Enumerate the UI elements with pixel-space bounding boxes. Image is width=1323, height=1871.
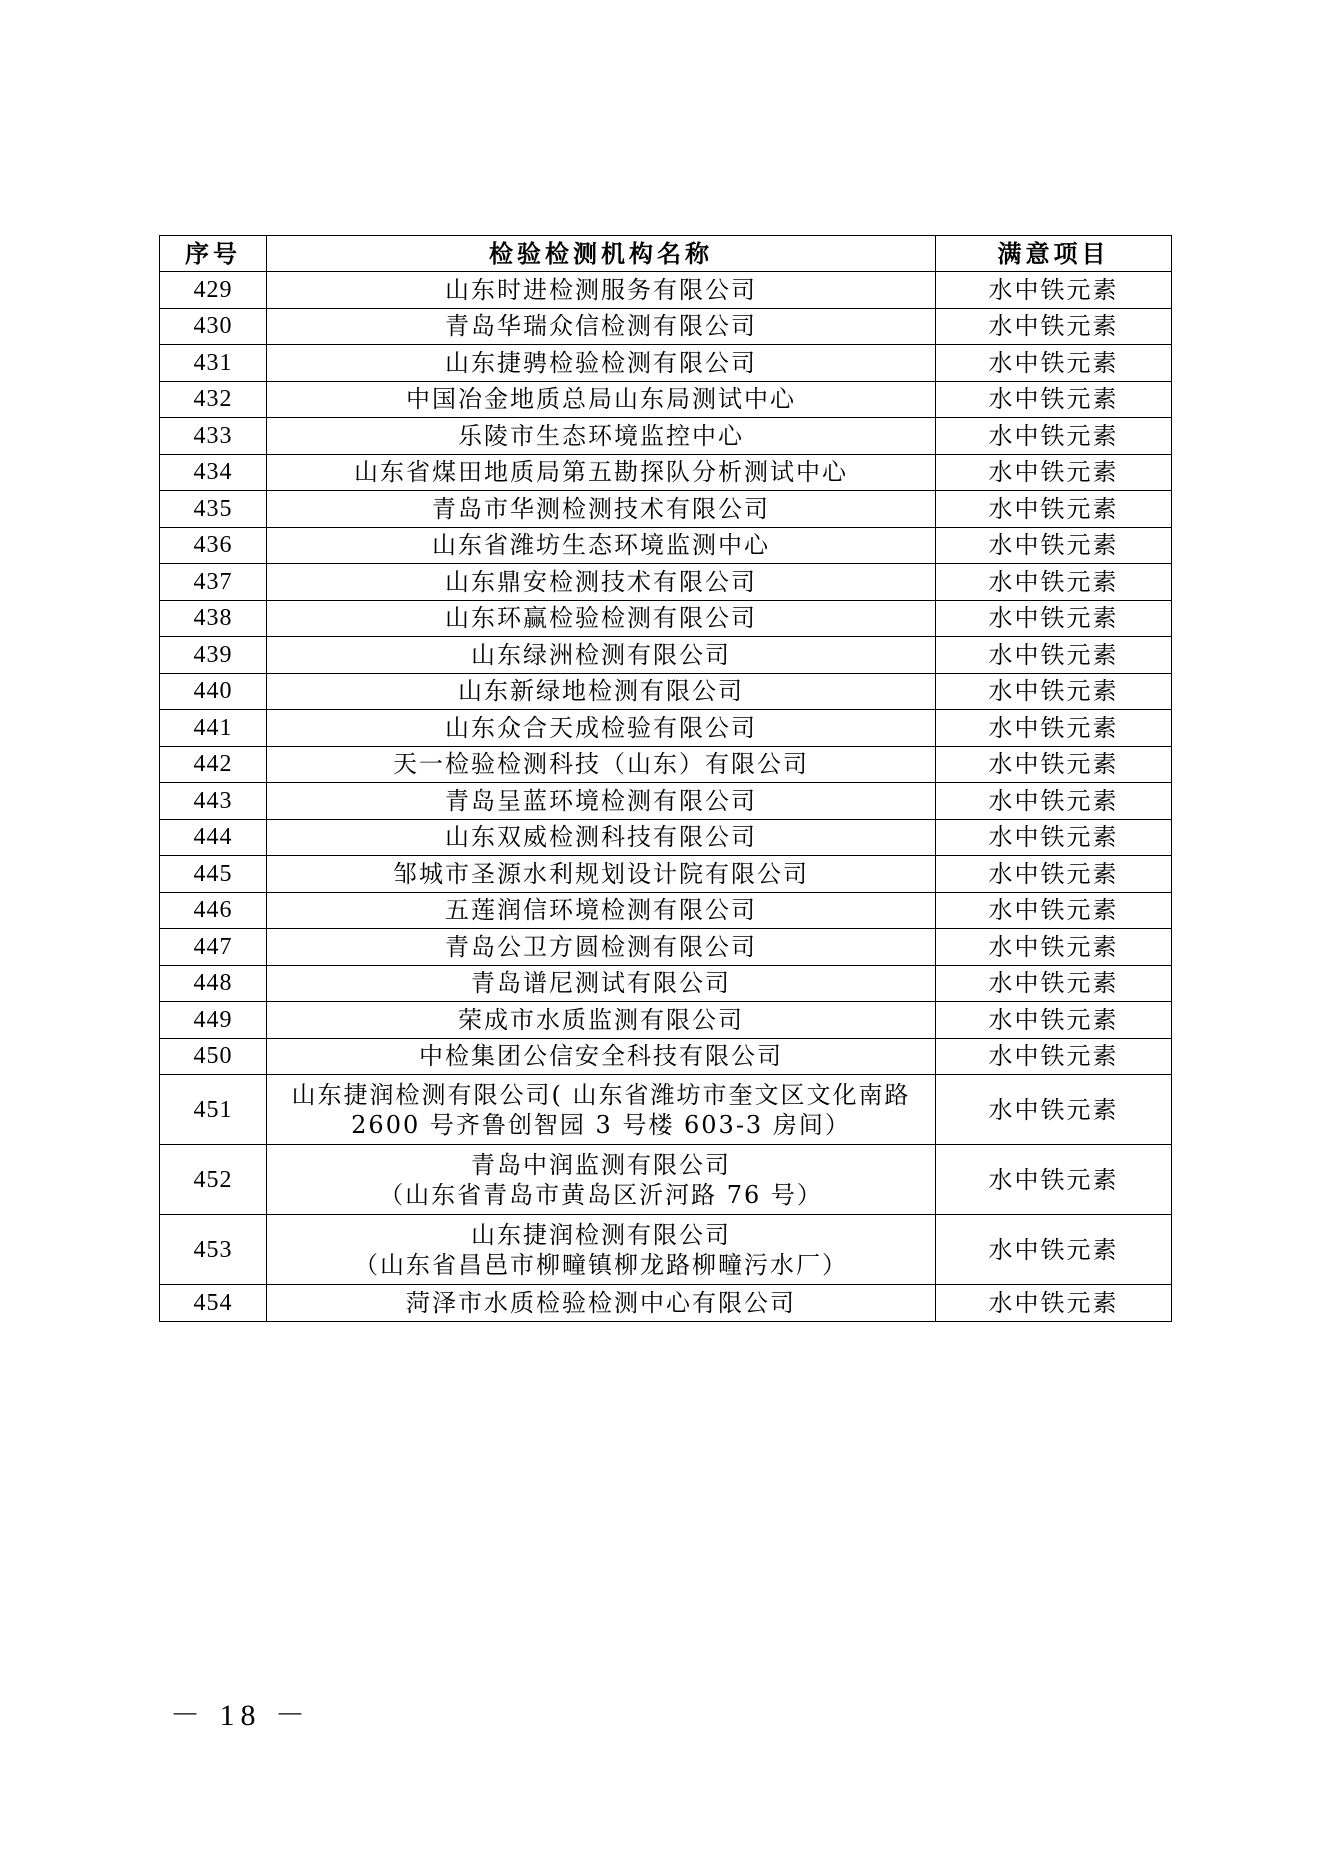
row-seq-cell: 449 bbox=[160, 1002, 267, 1039]
institution-name-line: 中国冶金地质总局山东局测试中心 bbox=[406, 385, 796, 414]
institution-name-line: 菏泽市水质检验检测中心有限公司 bbox=[406, 1288, 796, 1317]
row-item-cell: 水中铁元素 bbox=[936, 454, 1172, 491]
institution-name-line: 青岛呈蓝环境检测有限公司 bbox=[445, 786, 757, 815]
row-name-cell bbox=[267, 345, 936, 382]
row-name-cell bbox=[267, 1215, 936, 1285]
institution-name-line: 青岛华瑞众信检测有限公司 bbox=[445, 312, 757, 341]
table-row bbox=[160, 345, 1172, 382]
row-seq-cell: 445 bbox=[160, 856, 267, 893]
row-item-cell: 水中铁元素 bbox=[936, 746, 1172, 783]
institution-name-line: 2600 号齐鲁创智园 3 号楼 603-3 房间） bbox=[351, 1110, 851, 1139]
table-row bbox=[160, 929, 1172, 966]
table-row bbox=[160, 637, 1172, 674]
row-seq-cell: 439 bbox=[160, 637, 267, 674]
row-name-cell bbox=[267, 1002, 936, 1039]
row-name-cell bbox=[267, 418, 936, 455]
row-name-cell bbox=[267, 1038, 936, 1075]
table-row bbox=[160, 381, 1172, 418]
institution-name-line: 荣成市水质监测有限公司 bbox=[458, 1005, 744, 1034]
institution-name-line: 山东鼎安检测技术有限公司 bbox=[445, 567, 757, 596]
table-row bbox=[160, 527, 1172, 564]
row-name-cell bbox=[267, 1145, 936, 1215]
table-row bbox=[160, 491, 1172, 528]
row-item-cell: 水中铁元素 bbox=[936, 929, 1172, 966]
table-row bbox=[160, 710, 1172, 747]
row-name-cell bbox=[267, 819, 936, 856]
institution-name-line: 山东时进检测服务有限公司 bbox=[445, 275, 757, 304]
row-seq-cell: 430 bbox=[160, 308, 267, 345]
row-name-cell bbox=[267, 856, 936, 893]
row-name-cell bbox=[267, 1075, 936, 1145]
table-row bbox=[160, 272, 1172, 309]
table-row bbox=[160, 1145, 1172, 1215]
table-row bbox=[160, 1215, 1172, 1285]
row-item-cell: 水中铁元素 bbox=[936, 819, 1172, 856]
institution-name-line: 中检集团公信安全科技有限公司 bbox=[419, 1042, 783, 1071]
row-name-cell bbox=[267, 965, 936, 1002]
institution-name-line: 山东新绿地检测有限公司 bbox=[458, 677, 744, 706]
row-name-cell bbox=[267, 783, 936, 820]
page-number: － 18 － bbox=[170, 1699, 311, 1732]
row-name-cell bbox=[267, 381, 936, 418]
row-name-cell bbox=[267, 491, 936, 528]
row-item-cell: 水中铁元素 bbox=[936, 564, 1172, 601]
row-seq-cell: 435 bbox=[160, 491, 267, 528]
row-seq-cell: 442 bbox=[160, 746, 267, 783]
row-seq-cell: 437 bbox=[160, 564, 267, 601]
table-row bbox=[160, 1285, 1172, 1322]
table-row bbox=[160, 600, 1172, 637]
row-seq-cell: 450 bbox=[160, 1038, 267, 1075]
row-seq-cell: 451 bbox=[160, 1075, 267, 1145]
row-seq-cell: 443 bbox=[160, 783, 267, 820]
row-name-cell bbox=[267, 637, 936, 674]
table-row bbox=[160, 308, 1172, 345]
row-name-cell bbox=[267, 600, 936, 637]
table-row bbox=[160, 819, 1172, 856]
row-seq-cell: 433 bbox=[160, 418, 267, 455]
institution-name-line: 山东绿洲检测有限公司 bbox=[471, 640, 731, 669]
institution-name-line: 乐陵市生态环境监控中心 bbox=[458, 421, 744, 450]
institution-name-line: 青岛谱尼测试有限公司 bbox=[471, 969, 731, 998]
row-name-cell bbox=[267, 527, 936, 564]
column-header-name: 检验检测机构名称 bbox=[267, 236, 936, 272]
row-seq-cell: 444 bbox=[160, 819, 267, 856]
institution-name-line: （山东省青岛市黄岛区沂河路 76 号） bbox=[379, 1180, 823, 1209]
row-item-cell: 水中铁元素 bbox=[936, 637, 1172, 674]
row-seq-cell: 440 bbox=[160, 673, 267, 710]
row-item-cell: 水中铁元素 bbox=[936, 600, 1172, 637]
table-row bbox=[160, 1075, 1172, 1145]
institution-name-line: 山东众合天成检验有限公司 bbox=[445, 713, 757, 742]
row-item-cell: 水中铁元素 bbox=[936, 1145, 1172, 1215]
row-seq-cell: 452 bbox=[160, 1145, 267, 1215]
table-row bbox=[160, 1002, 1172, 1039]
institution-name-line: 青岛市华测检测技术有限公司 bbox=[432, 494, 770, 523]
institution-name-line: 青岛公卫方圆检测有限公司 bbox=[445, 932, 757, 961]
row-item-cell: 水中铁元素 bbox=[936, 965, 1172, 1002]
column-header-item: 满意项目 bbox=[936, 236, 1172, 272]
row-seq-cell: 431 bbox=[160, 345, 267, 382]
table-row bbox=[160, 564, 1172, 601]
row-seq-cell: 438 bbox=[160, 600, 267, 637]
row-seq-cell: 453 bbox=[160, 1215, 267, 1285]
row-item-cell: 水中铁元素 bbox=[936, 673, 1172, 710]
institution-name-line: 山东环赢检验检测有限公司 bbox=[445, 604, 757, 633]
row-item-cell: 水中铁元素 bbox=[936, 381, 1172, 418]
row-seq-cell: 434 bbox=[160, 454, 267, 491]
row-item-cell: 水中铁元素 bbox=[936, 710, 1172, 747]
row-seq-cell: 454 bbox=[160, 1285, 267, 1322]
row-item-cell: 水中铁元素 bbox=[936, 418, 1172, 455]
row-item-cell: 水中铁元素 bbox=[936, 856, 1172, 893]
row-item-cell: 水中铁元素 bbox=[936, 1285, 1172, 1322]
table-row bbox=[160, 856, 1172, 893]
institution-table bbox=[159, 235, 1172, 1322]
institution-name-line: 山东双威检测科技有限公司 bbox=[445, 823, 757, 852]
institution-name-line: 山东省煤田地质局第五勘探队分析测试中心 bbox=[354, 458, 848, 487]
table-row bbox=[160, 454, 1172, 491]
row-item-cell: 水中铁元素 bbox=[936, 345, 1172, 382]
row-item-cell: 水中铁元素 bbox=[936, 1215, 1172, 1285]
row-seq-cell: 446 bbox=[160, 892, 267, 929]
table-row bbox=[160, 965, 1172, 1002]
row-name-cell bbox=[267, 710, 936, 747]
table-header-row bbox=[160, 236, 1172, 272]
institution-name-line: 山东捷润检测有限公司 bbox=[471, 1220, 731, 1249]
row-seq-cell: 429 bbox=[160, 272, 267, 309]
row-seq-cell: 448 bbox=[160, 965, 267, 1002]
column-header-seq: 序号 bbox=[160, 236, 267, 272]
table-row bbox=[160, 418, 1172, 455]
row-seq-cell: 432 bbox=[160, 381, 267, 418]
row-name-cell bbox=[267, 929, 936, 966]
row-item-cell: 水中铁元素 bbox=[936, 1075, 1172, 1145]
institution-name-line: 青岛中润监测有限公司 bbox=[471, 1150, 731, 1179]
row-item-cell: 水中铁元素 bbox=[936, 272, 1172, 309]
row-name-cell bbox=[267, 892, 936, 929]
row-seq-cell: 441 bbox=[160, 710, 267, 747]
institution-name-line: 山东省潍坊生态环境监测中心 bbox=[432, 531, 770, 560]
row-item-cell: 水中铁元素 bbox=[936, 783, 1172, 820]
institution-name-line: 山东捷骋检验检测有限公司 bbox=[445, 348, 757, 377]
table-body bbox=[160, 272, 1172, 1322]
table-row bbox=[160, 783, 1172, 820]
row-name-cell bbox=[267, 272, 936, 309]
row-name-cell bbox=[267, 564, 936, 601]
row-name-cell bbox=[267, 454, 936, 491]
row-item-cell: 水中铁元素 bbox=[936, 892, 1172, 929]
row-seq-cell: 447 bbox=[160, 929, 267, 966]
row-seq-cell: 436 bbox=[160, 527, 267, 564]
table-row bbox=[160, 892, 1172, 929]
table-row bbox=[160, 673, 1172, 710]
row-name-cell bbox=[267, 673, 936, 710]
row-item-cell: 水中铁元素 bbox=[936, 1002, 1172, 1039]
table-row bbox=[160, 1038, 1172, 1075]
institution-name-line: 天一检验检测科技（山东）有限公司 bbox=[393, 750, 809, 779]
row-name-cell bbox=[267, 1285, 936, 1322]
institution-name-line: 邹城市圣源水利规划设计院有限公司 bbox=[393, 859, 809, 888]
row-item-cell: 水中铁元素 bbox=[936, 527, 1172, 564]
institution-name-line: （山东省昌邑市柳疃镇柳龙路柳疃污水厂） bbox=[354, 1250, 848, 1279]
row-item-cell: 水中铁元素 bbox=[936, 491, 1172, 528]
table-row bbox=[160, 746, 1172, 783]
institution-name-line: 五莲润信环境检测有限公司 bbox=[445, 896, 757, 925]
row-name-cell bbox=[267, 308, 936, 345]
institution-name-line: 山东捷润检测有限公司( 山东省潍坊市奎文区文化南路 bbox=[291, 1080, 911, 1109]
row-name-cell bbox=[267, 746, 936, 783]
row-item-cell: 水中铁元素 bbox=[936, 308, 1172, 345]
row-item-cell: 水中铁元素 bbox=[936, 1038, 1172, 1075]
